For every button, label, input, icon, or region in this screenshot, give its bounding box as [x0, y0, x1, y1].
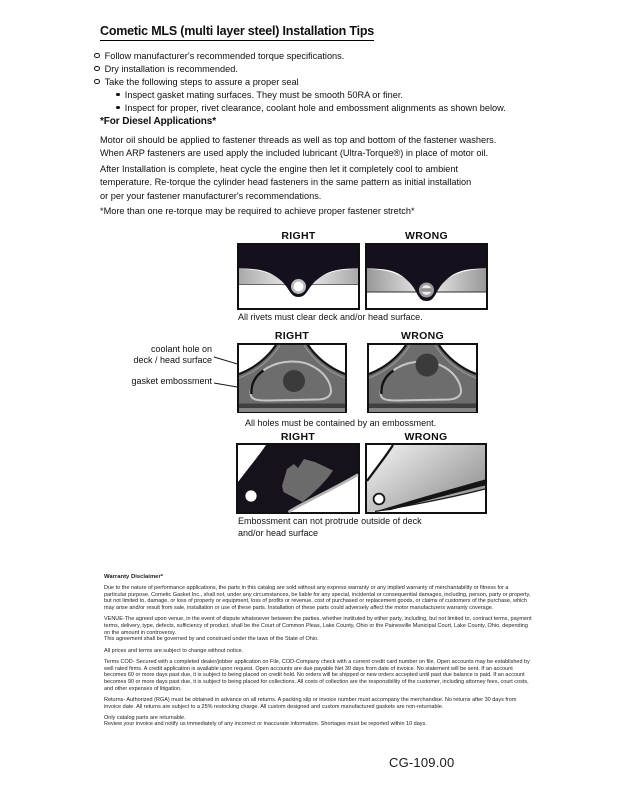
coolant-hole-annotation — [62, 344, 212, 365]
disclaimer-paragraph: Returns- Authorized (RGA) must be obtained in advance on all returns. A packing slip or invoice number must accompany the merchandise. No returns after 30 days from invoice date. All returns are subject to a 25% restocking charge. All custom designed and custom manufactured gaskets are non-returnable. — [104, 696, 517, 710]
rivet-right-diagram — [237, 243, 360, 310]
disclaimer-heading: Warranty Disclaimer* — [104, 574, 164, 580]
sub-list-item — [116, 89, 564, 102]
paragraph-line: temperature. Re-torque the cylinder head fasteners in the same pattern as initial installation — [100, 177, 472, 188]
paragraph-line: or per your fastener manufacturer's recommendations. — [100, 190, 322, 201]
disclaimer-paragraph: Due to the nature of performance applications, the parts in this catalog are sold without any express warranty or any implied warranty of merchantability or fitness for a particular purpose. Cometic Gasket Inc., shall not, under any circumstances, be liable for any special, incidental or consequential damages, including, person, party or property, but not limited to, damage, or loss of property or equipment, loss of profits or revenue, cost of purchased or replacement goods, or claims of customers of the purchase, which may arise and/or result from sale, installation or use of these parts. Installation of these parts could adversely affect the motor manufacturers warranty coverage. — [104, 585, 531, 612]
coolant-wrong-diagram — [367, 343, 478, 413]
circle-bullet-icon — [94, 66, 100, 72]
diesel-section-heading: *For Diesel Applications* — [100, 116, 217, 127]
disclaimer-paragraph: This agreement shall be governed by and construed under the laws of the State of Ohio. — [104, 636, 319, 643]
diesel-paragraph-2 — [100, 163, 471, 203]
list-item — [94, 50, 564, 63]
caption-line: Embossment can not protrude outside of deck — [238, 516, 422, 526]
row2-right-label: RIGHT — [274, 330, 310, 342]
bullet-text: Dry installation is recommended. — [104, 64, 238, 74]
page-title — [100, 24, 374, 41]
bullet-text: Inspect for proper, rivet clearance, coolant hole and embossment alignments as shown below. — [124, 103, 506, 113]
embossment-right-diagram — [236, 443, 360, 514]
disclaimer-paragraph: All prices and terms are subject to change without notice. — [104, 647, 244, 654]
diesel-paragraph-1 — [100, 134, 496, 161]
rivet-icon — [292, 280, 304, 292]
row2-caption: All holes must be contained by an embossment. — [245, 418, 437, 428]
bullet-text: Follow manufacturer's recommended torque specifications. — [104, 51, 345, 61]
paragraph-line: After Installation is complete, heat cycle the engine then let it completely cool to ambient — [100, 164, 458, 174]
rivet-wrong-diagram — [365, 243, 488, 310]
dot-bullet-icon — [116, 106, 120, 110]
disclaimer-paragraph: Review your invoice and notify us immediately of any incorrect or inaccurate information. Shortages must be reported within 10 days. — [104, 721, 427, 728]
bullet-text: Take the following steps to assure a proper seal — [104, 77, 299, 87]
warranty-disclaimer — [104, 574, 532, 728]
tips-list — [94, 50, 564, 115]
bullet-text: Inspect gasket mating surfaces. They must be smooth 50RA or finer. — [124, 90, 403, 100]
embossment-wrong-diagram — [365, 443, 487, 514]
annotation-line: deck / head surface — [133, 354, 212, 365]
paragraph-line: When ARP fasteners are used apply the included lubricant (Ultra-Torque®) in place of motor oil. — [100, 148, 489, 159]
row3-caption — [238, 516, 422, 539]
coolant-hole-icon — [283, 370, 305, 392]
doc-code: CG-109.00 — [389, 755, 455, 770]
caption-line: and/or head surface — [238, 527, 319, 538]
row1-right-label: RIGHT — [281, 230, 316, 242]
row3-wrong-label: WRONG — [404, 431, 448, 443]
dot-bullet-icon — [116, 93, 120, 97]
list-item — [94, 76, 564, 89]
circle-bullet-icon — [94, 79, 100, 85]
row1-caption: All rivets must clear deck and/or head surface. — [238, 312, 423, 322]
list-item — [94, 63, 564, 76]
row3-right-label: RIGHT — [280, 431, 316, 443]
row1-wrong-label: WRONG — [405, 230, 448, 242]
disclaimer-paragraph: Terms COD- Secured with a completed dealer/jobber application on File, COD-Company check with a current credit card number on file. Open accounts may be established by well rated firms. A credit application is available upon request. Open accounts are due payable Net 30 days from date of invoice. No statement will be sent. If an account becomes 60 or more days past due, it is subject to being placed on credit hold. No orders will be shipped or new orders accepted until past due balance is paid. If an account becomes 90 or more days past due, it is subject to being placed for collections. All costs of collection are the responsibility of the customer, including attorney fees, court costs, and other expenses of litigation. — [104, 658, 530, 692]
disclaimer-paragraph: Only catalog parts are returnable. — [104, 714, 186, 721]
circle-bullet-icon — [94, 53, 100, 59]
bolt-hole-icon — [245, 490, 256, 501]
retorque-note: *More than one re-torque may be required to achieve proper fastener stretch* — [100, 206, 415, 216]
row2-wrong-label: WRONG — [401, 330, 444, 342]
disclaimer-paragraph: VENUE-The agreed upon venue, in the event of dispute whatsoever between the parties, whether instituted by either party, including, but not limited to, contract terms, payment terms, delivery, type, defects, sufficiency of product, shall be the Court of Common Pleas, Lake County, Ohio or the Painesville Municipal Court, Lake County, Ohio, depending on the amount in controversy. — [104, 616, 532, 636]
paragraph-line: Motor oil should be applied to fastener threads as well as top and bottom of the fastener washers. — [100, 135, 497, 145]
annotation-line: coolant hole on — [150, 344, 212, 354]
coolant-right-diagram — [237, 343, 347, 413]
bolt-hole-icon — [374, 494, 385, 505]
coolant-hole-icon — [416, 354, 439, 377]
gasket-embossment-annotation: gasket embossment — [131, 376, 212, 386]
sub-list-item — [116, 102, 564, 115]
page-title-text: Cometic MLS (multi layer steel) Installation Tips — [100, 24, 374, 41]
